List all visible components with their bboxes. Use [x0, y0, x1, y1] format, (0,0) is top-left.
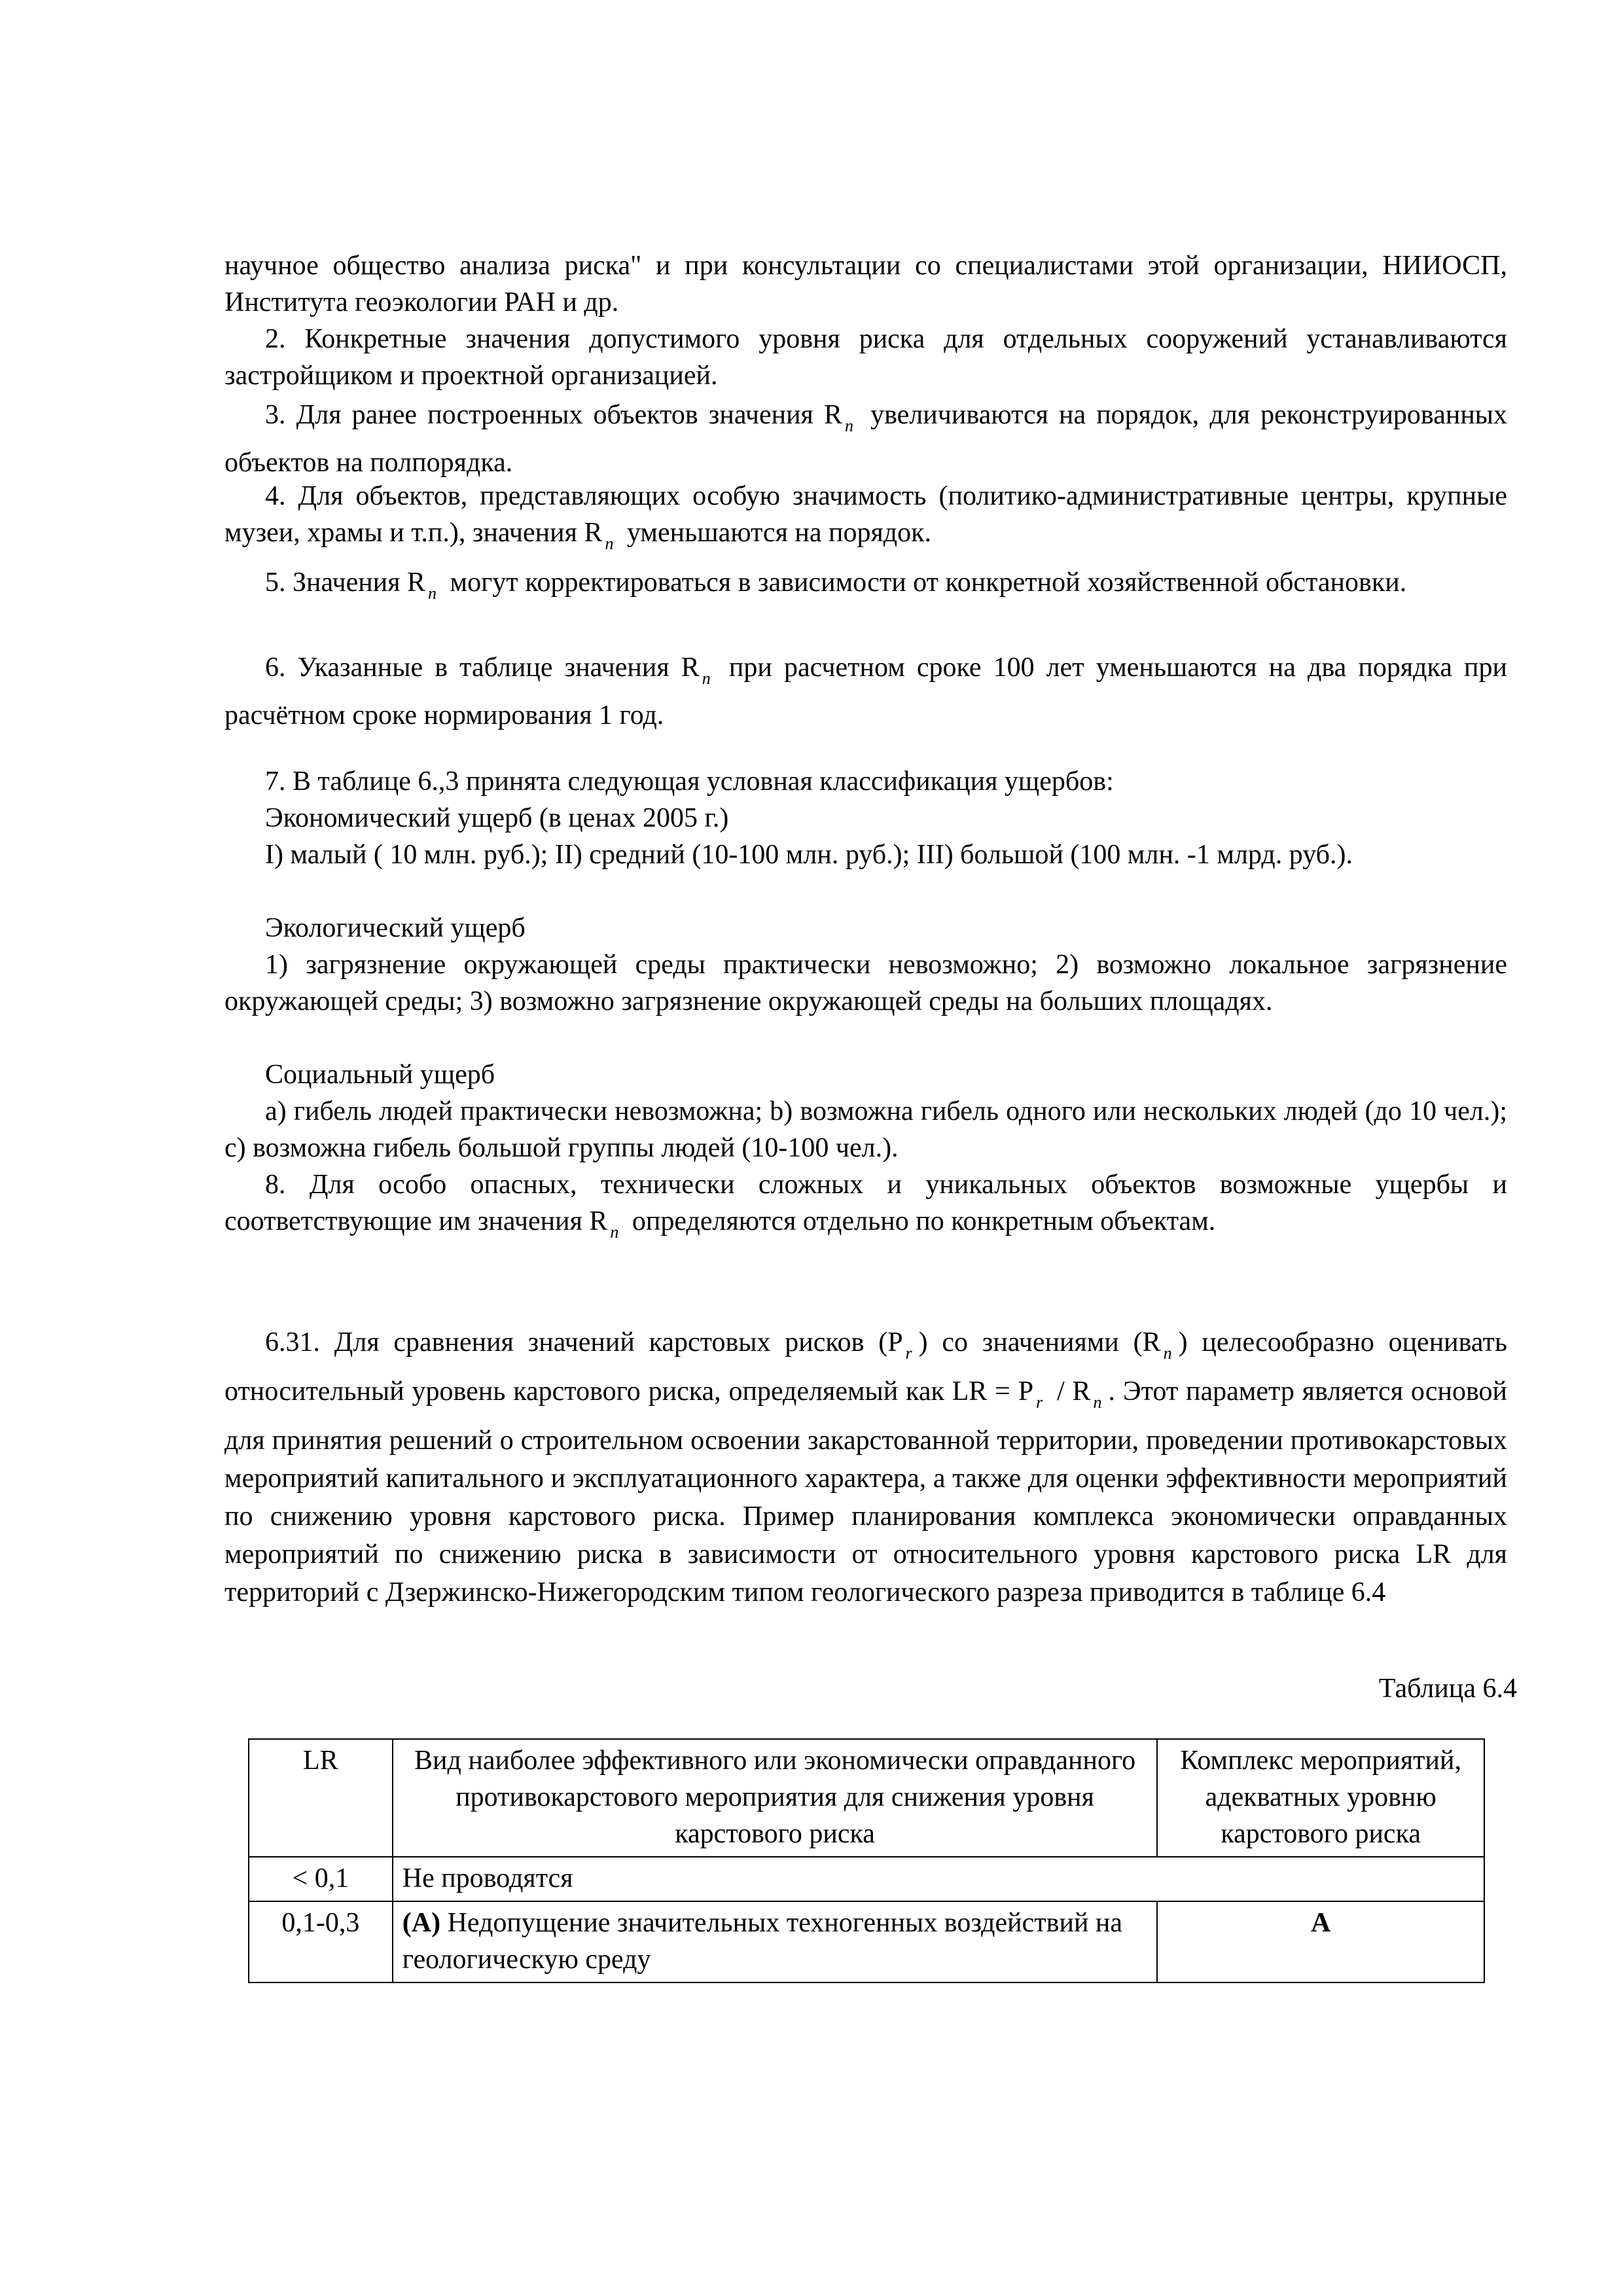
text: 8. Для особо опасных, технически сложных и уникальных объектов возможные ущербы и соответствующие им значения	[224, 1170, 1507, 1236]
header-measure-type: Вид наиболее эффективного или экономически оправданного противокарстового мероприятия для снижения уровня карстового риска	[393, 1739, 1158, 1857]
symbol-r: R	[407, 567, 426, 598]
header-measure-complex: Комплекс мероприятий, адекватных уровню карстового риска	[1157, 1739, 1484, 1857]
cell-complex	[1157, 1901, 1484, 1982]
text: I) малый ( 10 млн. руб.); II) средний (10-100 млн. руб.); III) большой (100 млн. -1 млрд. руб.).	[265, 840, 1353, 870]
ecological-damage-text	[224, 946, 1507, 1020]
table-6-4	[248, 1738, 1485, 1983]
text: уменьшаются на порядок.	[626, 518, 932, 548]
subscript-r: r	[905, 1344, 912, 1363]
text: 5. Значения	[265, 567, 401, 598]
symbol-p: P	[887, 1327, 903, 1357]
subscript-n: n	[428, 584, 437, 603]
header-lr: LR	[249, 1739, 393, 1857]
symbol-r: R	[1072, 1376, 1091, 1407]
symbol-r: R	[1142, 1327, 1161, 1357]
note-4	[224, 478, 1507, 562]
text: Экономический ущерб (в ценах 2005 г.)	[265, 803, 729, 833]
text: ) со значениями (	[918, 1327, 1143, 1357]
table-row	[249, 1857, 1484, 1901]
text: 2. Конкретные значения допустимого уровня риска для отдельных сооружений устанавливаются застройщиком и проектной организацией.	[224, 324, 1507, 391]
table-header-row	[249, 1739, 1484, 1857]
table-caption: Таблица 6.4	[1378, 1674, 1517, 1704]
note-3	[224, 397, 1507, 481]
cell-lr: < 0,1	[249, 1857, 393, 1901]
social-damage-heading	[224, 1056, 1507, 1093]
subscript-n: n	[610, 1223, 619, 1242]
section-6-31	[224, 1323, 1507, 1611]
subscript-r: r	[1036, 1393, 1043, 1412]
text: 7. В таблице 6.,3 принята следующая условная классификация ущербов:	[265, 766, 1114, 797]
cell-measure: Не проводятся	[393, 1857, 1484, 1901]
measure-text: Недопущение значительных техногенных воздействий на геологическую среду	[402, 1908, 1123, 1975]
economic-damage-heading	[224, 800, 1507, 836]
subscript-n: n	[844, 416, 853, 435]
note-5	[224, 564, 1507, 612]
text: 1) загрязнение окружающей среды практически невозможно; 2) возможно локальное загрязнение окружающей среды; 3) возможно загрязнение окружающей среды на больших площадях.	[224, 950, 1507, 1016]
cell-measure	[393, 1901, 1158, 1982]
subscript-n: n	[1093, 1393, 1102, 1412]
cell-lr: 0,1-0,3	[249, 1901, 393, 1982]
text: a) гибель людей практически невозможна; b) возможна гибель одного или нескольких людей (до 10 чел.); c) возможна гибель большой группы людей (10-100 чел.).	[224, 1096, 1507, 1163]
social-damage-text	[224, 1093, 1507, 1166]
text: при расчетном сроке 100 лет уменьшаются на два порядка при расчётном сроке нормирования 1 год.	[224, 653, 1508, 730]
note-6	[224, 649, 1507, 734]
text: 3. Для ранее построенных объектов значения	[265, 400, 813, 430]
text: 6.31. Для сравнения значений карстовых рисков (	[265, 1327, 888, 1357]
measure-code: (А)	[402, 1908, 441, 1938]
subscript-n: n	[605, 534, 614, 553]
symbol-r: R	[681, 653, 700, 683]
complex-code: А	[1311, 1908, 1331, 1938]
subscript-n: n	[1163, 1344, 1172, 1363]
note-2	[224, 321, 1507, 394]
table-row	[249, 1901, 1484, 1982]
text: ) целесообразно оценивать относительный уровень карстового риска, определяемый как LR =	[224, 1327, 1507, 1407]
symbol-r: R	[589, 1206, 608, 1236]
note-8	[224, 1166, 1507, 1251]
note-7	[224, 763, 1507, 800]
text: /	[1057, 1376, 1065, 1407]
text: Социальный ущерб	[265, 1060, 495, 1090]
paragraph-intro	[224, 247, 1507, 321]
text: могут корректироваться в зависимости от конкретной хозяйственной обстановки.	[450, 567, 1407, 598]
text: увеличиваются на порядок, для реконструированных объектов на полпорядка.	[224, 400, 1508, 478]
text: 4. Для объектов, представляющих особую значимость (политико-административные центры, крупные музеи, храмы и т.п.), значения	[224, 481, 1507, 548]
text: . Этот параметр является основой для принятия решений о строительном освоении закарстованной территории, проведении противокарстовых мероприятий капитального и эксплуатационного характера, а также для оценки эффективности мероприятий по снижению уровня карстового риска. Пример планирования комплекса экономически оправданных мероприятий по снижению риска в зависимости от относительного уровня карстового риска LR для территорий с Дзержинско-Нижегородским типом геологического разреза приводится в таблице 6.4	[224, 1376, 1508, 1607]
text: Экологический ущерб	[265, 913, 526, 943]
text: определяются отдельно по конкретным объектам.	[632, 1206, 1216, 1236]
symbol-p: P	[1018, 1376, 1034, 1407]
symbol-r: R	[584, 518, 603, 548]
subscript-n: n	[702, 669, 711, 688]
economic-damage-text	[224, 836, 1507, 873]
symbol-r: R	[823, 400, 842, 430]
text: 6. Указанные в таблице значения	[265, 653, 669, 683]
text: научное общество анализа риска" и при консультации со специалистами этой организации, НИИОСП, Института геоэкологии РАН и др.	[224, 251, 1507, 317]
ecological-damage-heading	[224, 910, 1507, 946]
